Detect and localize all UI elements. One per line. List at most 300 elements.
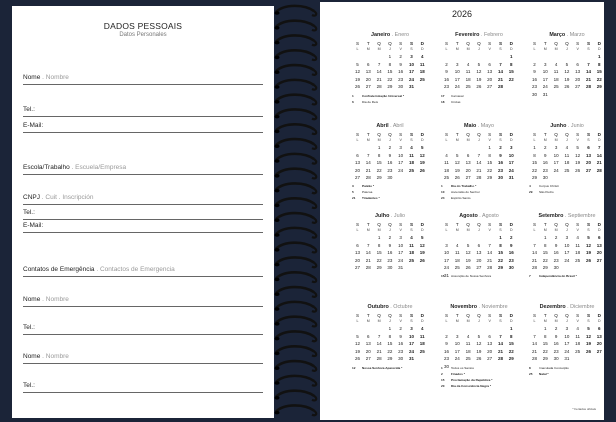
day-cell: 27 (365, 356, 371, 362)
day-cell: 21 (497, 76, 503, 82)
field-line[interactable] (23, 132, 263, 133)
month-name-es: . Mayo (476, 123, 494, 129)
weekday-label: S (532, 222, 537, 227)
day-cell: 4 (410, 235, 413, 240)
day-cell: 29 (508, 356, 514, 362)
day-cell: 31 (408, 356, 414, 362)
weekday-label: D (597, 222, 601, 227)
weekday-label: T (455, 222, 459, 227)
day-cell: 12 (419, 152, 425, 158)
spiral-ring (275, 272, 317, 282)
day-cell: 5 (587, 235, 590, 240)
weekday-label-es: M (543, 47, 547, 51)
holiday-name: Natal * (539, 372, 549, 376)
weekday-label: S (444, 313, 449, 318)
weekday-label: Q (466, 132, 470, 137)
weekday-label: S (488, 313, 492, 318)
weekday-label: D (509, 132, 513, 137)
day-cell: 11 (454, 250, 460, 256)
day-cell: 14 (376, 341, 382, 347)
day-cell: 25 (419, 76, 425, 82)
day-cell: 25 (408, 257, 414, 263)
day-cell: 30 (542, 175, 548, 181)
day-cell: 21 (376, 76, 382, 82)
weekday-label: S (399, 132, 403, 137)
day-cell: 28 (531, 265, 537, 271)
day-cell: 29 (387, 84, 393, 90)
day-cell: 18 (419, 69, 425, 75)
month-title (350, 213, 430, 219)
month-name: Novembro (450, 304, 478, 310)
day-cell: 10 (564, 333, 570, 339)
day-cell: 12 (585, 333, 591, 339)
day-cell: 27 (596, 348, 602, 354)
day-cell: 30 (398, 356, 404, 362)
day-cell: 18 (575, 341, 581, 347)
month-name-es: . Noviembre (477, 304, 508, 310)
day-cell: 13 (487, 69, 493, 75)
weekday-label-es: J (565, 138, 568, 142)
day-cell: 9 (554, 242, 558, 248)
day-cell: 6 (477, 242, 481, 248)
day-cell: 16 (531, 76, 537, 82)
day-cell: 10 (454, 341, 460, 347)
field-label (23, 209, 35, 216)
day-cell: 9 (399, 333, 402, 339)
holiday-day: 20 (441, 384, 445, 388)
day-cell: 7 (377, 61, 381, 67)
day-cell: 25 (575, 257, 581, 263)
day-cell: 24 (542, 84, 548, 90)
weekday-label: S (498, 222, 503, 227)
month-name: Julho (375, 213, 390, 219)
weekday-label-es: V (399, 319, 402, 323)
day-cell: 18 (408, 160, 414, 166)
weekday-label: Q (565, 313, 569, 318)
day-cell: 29 (542, 265, 548, 271)
field-line[interactable] (23, 219, 263, 220)
weekday-label: T (543, 313, 547, 318)
day-cell: 29 (487, 175, 493, 181)
calendar-page (320, 2, 604, 420)
weekday-label-es: M (543, 138, 547, 142)
day-cell: 13 (596, 242, 602, 248)
day-cell: 27 (365, 84, 371, 90)
day-cell: 29 (387, 356, 393, 362)
weekday-label-es: S (410, 319, 413, 323)
field-label-text: Tel.: (23, 382, 35, 389)
day-cell: 11 (409, 152, 414, 158)
weekday-label: S (399, 222, 403, 227)
day-cell: 16 (387, 250, 393, 256)
holiday-name: Dia do Trabalho * (451, 184, 477, 188)
holiday-day: 6 (352, 100, 354, 104)
weekday-label: Q (477, 313, 481, 318)
day-cell: 26 (575, 167, 581, 173)
weekday-label-es: M (455, 47, 459, 51)
day-cell: 16 (443, 348, 449, 354)
field-line[interactable] (23, 276, 263, 277)
day-cell: 16 (398, 69, 404, 75)
weekday-label-es: L (533, 138, 536, 142)
day-cell: 10 (553, 152, 559, 158)
day-cell: 19 (419, 250, 425, 256)
day-cell: 16 (443, 76, 449, 82)
day-cell: 12 (476, 341, 482, 347)
day-cell: 31 (398, 265, 404, 271)
day-cell: 30 (387, 175, 393, 181)
day-cell: 18 (564, 160, 570, 166)
day-cell: 7 (587, 61, 590, 67)
day-cell: 3 (544, 61, 547, 67)
day-cell: 1 (499, 235, 502, 240)
day-cell: 24 (443, 265, 449, 271)
day-cell: 6 (576, 61, 579, 67)
weekday-label: S (498, 313, 503, 318)
day-cell: 30 (497, 175, 503, 181)
day-cell: 21 (531, 257, 537, 263)
day-cell: 1 (598, 54, 601, 59)
day-cell: 17 (408, 69, 414, 75)
holiday-name: Espírito Santo (451, 196, 471, 200)
weekday-label-es: V (576, 228, 579, 232)
day-cell: 9 (554, 333, 558, 339)
day-cell: 9 (544, 152, 547, 158)
day-cell: 5 (466, 242, 470, 248)
weekday-label-es: V (576, 319, 579, 323)
day-cell: 24 (564, 257, 570, 263)
day-cell: 14 (487, 250, 493, 256)
day-cell: 3 (410, 326, 413, 331)
weekday-label-es: D (597, 47, 601, 51)
month-title (527, 32, 607, 38)
weekday-label: S (586, 313, 591, 318)
weekday-label-es: D (420, 319, 424, 323)
day-cell: 3 (510, 145, 513, 150)
day-cell: 15 (542, 250, 548, 256)
weekday-label-es: S (587, 228, 590, 232)
day-cell: 25 (408, 167, 414, 173)
field-label-sub: . Nombre (40, 353, 69, 360)
day-cell: 17 (398, 250, 404, 256)
weekday-label: S (586, 222, 591, 227)
weekday-label: D (420, 222, 424, 227)
weekday-label-es: M (377, 228, 381, 232)
weekday-label: S (498, 132, 503, 137)
day-cell: 24 (454, 84, 460, 90)
day-cell: 14 (376, 69, 382, 75)
weekday-label: S (355, 132, 360, 137)
weekday-label-es: L (356, 319, 359, 323)
weekday-label-es: D (420, 47, 424, 51)
holiday-name: Todos os Santos (451, 366, 474, 370)
spiral-ring (275, 243, 317, 253)
weekday-label: D (597, 132, 601, 137)
day-cell: 21 (365, 257, 371, 263)
weekday-label: S (576, 313, 580, 318)
holiday-entry (441, 100, 460, 104)
spiral-ring (275, 139, 317, 149)
weekday-label-es: J (477, 47, 480, 51)
day-cell: 31 (508, 175, 514, 181)
weekday-label: T (543, 222, 547, 227)
day-cell: 20 (487, 76, 493, 82)
holiday-name: Dia da Consciência Negra * (451, 384, 492, 388)
month-name: Agosto (459, 213, 478, 219)
day-cell: 17 (443, 257, 449, 263)
day-cell: 13 (596, 333, 602, 339)
holiday-entry (352, 190, 372, 194)
holiday-name: Nossa Senhora Aparecida * (362, 366, 403, 370)
weekday-label-es: V (488, 138, 491, 142)
day-cell: 17 (398, 160, 404, 166)
day-cell: 23 (443, 84, 449, 90)
day-cell: 4 (554, 61, 558, 67)
field-line[interactable] (23, 306, 263, 307)
weekday-label: S (355, 222, 360, 227)
day-cell: 7 (533, 242, 536, 248)
holiday-entry (352, 94, 404, 98)
day-cell: 2 (499, 145, 502, 150)
holiday-name: Cinzas (451, 100, 461, 104)
weekday-label: D (420, 41, 424, 46)
holiday-day: 7 (529, 274, 531, 278)
day-cell: 20 (354, 167, 360, 173)
spiral-ring (275, 376, 317, 386)
weekday-label: Q (466, 222, 470, 227)
weekday-label-es: M (377, 319, 381, 323)
day-cell: 6 (488, 333, 491, 339)
day-cell: 26 (476, 84, 482, 90)
holiday-name: Tiradentes * (362, 196, 380, 200)
day-cell: 30 (553, 265, 559, 271)
day-cell: 27 (465, 175, 471, 181)
day-cell: 3 (456, 333, 459, 339)
field-line[interactable] (23, 334, 263, 335)
day-cell: 21 (476, 167, 482, 173)
day-cell: 25 (454, 265, 460, 271)
day-cell: 28 (476, 175, 482, 181)
weekday-label-es: J (477, 319, 480, 323)
day-cell: 5 (456, 152, 459, 158)
field-label (23, 296, 69, 303)
month-title (350, 32, 430, 38)
day-cell: 21 (376, 348, 382, 354)
weekday-label: Q (388, 313, 392, 318)
day-cell: 24 (564, 348, 570, 354)
day-cell: 20 (465, 167, 471, 173)
day-cell: 1 (488, 145, 491, 150)
day-cell: 3 (565, 326, 569, 331)
weekday-label-es: S (410, 47, 413, 51)
day-cell: 3 (410, 54, 413, 59)
field-label (23, 222, 43, 229)
day-cell: 1 (510, 326, 513, 331)
holiday-name: Finados * (451, 372, 465, 376)
day-cell: 14 (585, 69, 591, 75)
weekday-label-es: M (554, 47, 558, 51)
month-name: Maio (464, 123, 477, 129)
weekday-label-es: M (466, 138, 470, 142)
day-cell: 8 (499, 242, 502, 248)
weekday-label-es: M (466, 228, 470, 232)
day-cell: 26 (419, 167, 425, 173)
holiday-name: Dia de Reis (362, 100, 378, 104)
day-cell: 19 (354, 348, 360, 354)
weekday-label: Q (388, 132, 392, 137)
field-line[interactable] (23, 204, 263, 205)
day-cell: 18 (454, 257, 460, 263)
weekday-label: Q (377, 132, 381, 137)
month-title (527, 123, 607, 129)
field-line[interactable] (23, 232, 263, 233)
day-cell: 2 (533, 61, 536, 67)
day-cell: 17 (542, 76, 548, 82)
day-cell: 12 (564, 69, 570, 75)
day-cell: 13 (476, 250, 482, 256)
day-cell: 7 (499, 61, 502, 67)
holiday-entry (352, 196, 380, 200)
day-cell: 11 (575, 333, 581, 339)
spiral-ring (275, 154, 317, 164)
day-cell: 17 (553, 160, 559, 166)
day-cell: 24 (553, 167, 559, 173)
day-cell: 11 (575, 242, 581, 248)
day-cell: 9 (499, 152, 502, 158)
field-label-text: E-Mail: (23, 222, 44, 229)
weekday-label-es: S (499, 228, 502, 232)
day-cell: 8 (377, 242, 381, 248)
month-name: Dezembro (539, 304, 566, 310)
day-cell: 23 (542, 167, 548, 173)
weekday-label-es: M (377, 47, 381, 51)
day-cell: 8 (510, 333, 513, 339)
day-cell: 22 (542, 348, 548, 354)
weekday-label-es: L (533, 319, 536, 323)
field-line[interactable] (23, 84, 263, 85)
day-cell: 7 (533, 333, 536, 339)
spiral-ring (275, 287, 317, 297)
day-cell: 8 (377, 152, 381, 158)
day-cell: 31 (408, 84, 414, 90)
holiday-entry (352, 184, 374, 188)
day-cell: 10 (564, 242, 570, 248)
weekday-label-es: M (466, 47, 470, 51)
day-cell: 24 (508, 167, 514, 173)
day-cell: 12 (465, 250, 471, 256)
field-label (23, 353, 69, 360)
weekday-label-es: L (445, 319, 448, 323)
day-cell: 31 (542, 92, 548, 97)
day-cell: 27 (596, 257, 602, 263)
weekday-label-es: V (576, 47, 579, 51)
day-cell: 23 (387, 167, 393, 173)
month-name-es: . Junio (566, 123, 584, 129)
day-cell: 29 (596, 84, 602, 90)
spiral-ring (275, 6, 317, 16)
day-cell: 28 (585, 84, 591, 90)
weekday-label-es: L (533, 47, 536, 51)
day-cell: 2 (554, 235, 558, 240)
spiral-ring (275, 346, 317, 356)
weekday-label: Q (466, 41, 470, 46)
day-cell: 22 (542, 257, 548, 263)
day-cell: 30 (508, 265, 514, 271)
weekday-label-es: L (533, 228, 536, 232)
month-name: Abril (376, 123, 389, 129)
weekday-label: S (532, 313, 537, 318)
day-cell: 8 (388, 333, 392, 339)
field-line[interactable] (23, 116, 263, 117)
holiday-day: 24 (441, 196, 445, 200)
day-cell: 31 (564, 356, 570, 362)
day-cell: 6 (598, 235, 601, 240)
weekday-label: D (597, 313, 601, 318)
weekday-label: Q (565, 41, 569, 46)
day-cell: 15 (387, 341, 393, 347)
weekday-label: S (355, 313, 360, 318)
day-cell: 30 (553, 356, 559, 362)
weekday-label: T (455, 41, 459, 46)
spiral-ring (275, 317, 317, 327)
day-cell: 16 (398, 341, 404, 347)
day-cell: 21 (531, 348, 537, 354)
holiday-entry (441, 184, 476, 188)
weekday-label-es: M (455, 138, 459, 142)
day-cell: 10 (398, 242, 404, 248)
day-cell: 10 (542, 69, 548, 75)
weekday-label: Q (554, 313, 558, 318)
weekday-label-es: D (509, 47, 513, 51)
day-cell: 18 (575, 250, 581, 256)
day-cell: 4 (466, 333, 470, 339)
spiral-binding (274, 0, 320, 422)
field-line[interactable] (23, 363, 263, 364)
holiday-entry (529, 190, 554, 194)
field-line[interactable] (23, 174, 263, 175)
day-cell: 15 (376, 250, 382, 256)
day-cell: 26 (465, 265, 471, 271)
day-cell: 3 (565, 235, 569, 240)
weekday-label-es: S (587, 47, 590, 51)
weekday-label-es: D (597, 319, 601, 323)
day-cell: 26 (564, 84, 570, 90)
day-cell: 1 (377, 235, 381, 240)
holiday-day: 1 (441, 184, 443, 188)
day-cell: 1 (533, 145, 536, 150)
day-cell: 18 (408, 250, 414, 256)
day-cell: 20 (476, 257, 482, 263)
field-line[interactable] (23, 392, 263, 393)
month-name: Março (549, 32, 566, 38)
month-name-es: . Julio (389, 213, 405, 219)
day-cell: 14 (497, 69, 503, 75)
holiday-name: Corpus Christi (539, 184, 559, 188)
field-label-text: CNPJ (23, 194, 40, 201)
day-cell: 10 (408, 333, 414, 339)
day-cell: 15 (542, 341, 548, 347)
day-cell: 5 (356, 333, 359, 339)
day-cell: 23 (443, 356, 449, 362)
day-cell: 23 (553, 348, 559, 354)
weekday-label-es: J (565, 228, 568, 232)
day-cell: 22 (387, 348, 393, 354)
weekday-label: T (455, 132, 459, 137)
field-label (23, 164, 126, 171)
day-cell: 12 (354, 341, 360, 347)
holiday-day: 1 (352, 94, 354, 98)
day-cell: 11 (409, 242, 414, 248)
